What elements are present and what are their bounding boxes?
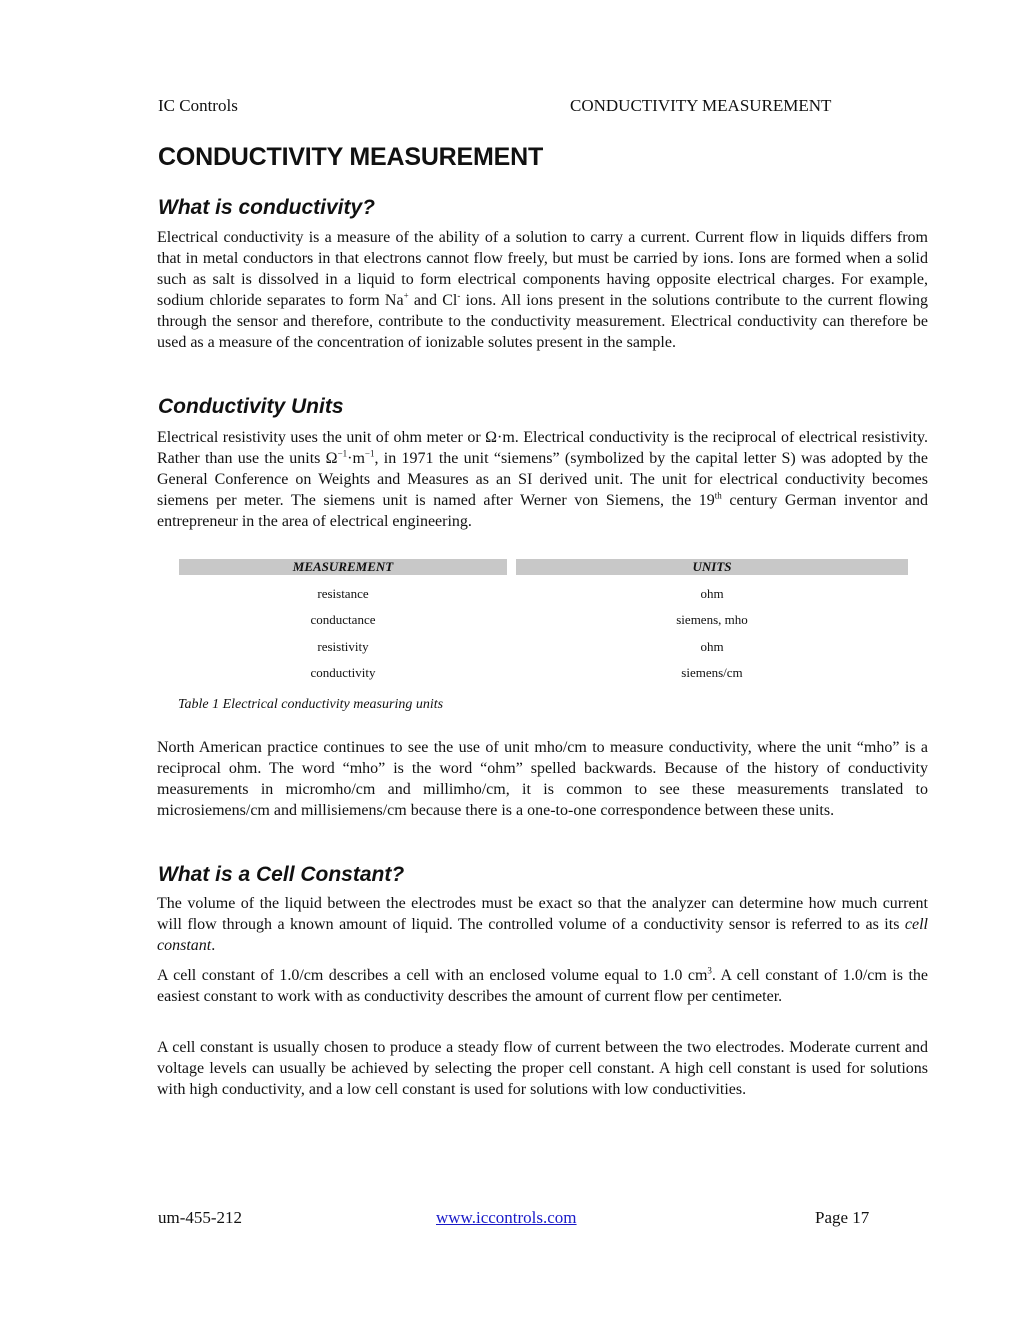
table-header-units: UNITS: [516, 559, 908, 575]
text-run: and Cl: [408, 292, 458, 309]
text-run: Electrical resistivity uses the unit of ohm meter or Ω·m. Electrical conductivity is the reciprocal of electrical resistivity. Rather than use the units Ω: [157, 429, 928, 467]
text-run: .: [211, 937, 216, 954]
text-run: A cell constant of 1.0/cm describes a cell with an enclosed volume equal to 1.0 cm: [157, 967, 708, 984]
running-header-left: IC Controls: [158, 96, 238, 115]
running-header-right: CONDUCTIVITY MEASUREMENT: [570, 96, 832, 115]
text-run: ions. All ions present in the solutions contribute to the current flowing through the sensor and therefore, contribute to the conductivity measurement. Electrical conductivity can therefore be used as a measure of the concentration of ionizable solutes present in the sample.: [157, 292, 929, 351]
footer-page-number: Page 17: [815, 1208, 870, 1227]
text-run: Electrical conductivity is a measure of the ability of a solution to carry a current. Current flow in liquids differs from that in metal conductors in that electrons cannot flow freely, but must be carried by ions. Ions are formed when a solid such as salt is dissolved in a liquid to form electrical components having opposite electrical charges. For example, sodium chloride separates to form Na: [157, 229, 928, 309]
paragraph-cell-constant-2: [157, 965, 928, 1007]
table-cell-measurement: resistivity: [317, 639, 369, 654]
superscript: -: [457, 290, 461, 301]
section-heading-what-is-conductivity: What is conductivity?: [158, 196, 376, 219]
footer-website-link[interactable]: www.iccontrols.com: [436, 1208, 577, 1227]
table-header-measurement: MEASUREMENT: [179, 559, 507, 575]
emphasis-cell-constant: cell constant: [157, 916, 928, 954]
paragraph-cell-constant-1: [157, 893, 928, 956]
table-cell-units: ohm: [700, 586, 724, 601]
superscript: th: [714, 490, 722, 501]
table-cell-measurement: conductivity: [310, 665, 376, 680]
paragraph-north-american-practice: North American practice continues to see the use of unit mho/cm to measure conductivity, where the unit “mho” is a reciprocal ohm. The word “mho” is the word “ohm” spelled backwards. Because of the history of conductivity measurements in micromho/cm and millimho/cm, it is common to see these measurements translated to microsiemens/cm and millisiemens/cm because there is a one-to-one correspondence between these units.: [157, 739, 928, 819]
paragraph-what-is-conductivity: [157, 227, 928, 353]
table-cell-measurement: conductance: [310, 612, 376, 627]
table-caption: Table 1 Electrical conductivity measuring units: [178, 697, 444, 712]
paragraph-cell-constant-3: A cell constant is usually chosen to produce a steady flow of current between the two electrodes. Moderate current and voltage levels can usually be achieved by selecting the proper cell constant. A high cell constant is used for solutions with high conductivity, and a low cell constant is used for solutions with low conductivities.: [157, 1039, 928, 1098]
section-heading-conductivity-units: Conductivity Units: [158, 395, 344, 418]
table-cell-units: siemens, mho: [676, 612, 748, 627]
footer-doc-id: um-455-212: [158, 1208, 243, 1227]
section-heading-cell-constant: What is a Cell Constant?: [158, 863, 405, 886]
table-cell-units: ohm: [700, 639, 724, 654]
superscript: −1: [364, 448, 375, 459]
superscript: +: [403, 290, 409, 301]
text-run: . A cell constant of 1.0/cm is the easiest constant to work with as conductivity describes the amount of current flow per centimeter.: [157, 967, 928, 1005]
superscript: −1: [337, 448, 348, 459]
text-run: , in 1971 the unit “siemens” (symbolized by the capital letter S) was adopted by the General Conference on Weights and Measures as an SI derived unit. The unit for electrical conductivity becomes siemens per meter. The siemens unit is named after Werner von Siemens, the 19: [157, 450, 929, 509]
text-run: century German inventor and entrepreneur in the area of electrical engineering.: [157, 492, 928, 530]
page-title: CONDUCTIVITY MEASUREMENT: [158, 143, 544, 171]
paragraph-conductivity-units: [157, 427, 928, 532]
text-run: The volume of the liquid between the electrodes must be exact so that the analyzer can determine how much current will flow through a known amount of liquid. The controlled volume of a conductivity sensor is referred to as its: [157, 895, 928, 933]
table-cell-measurement: resistance: [317, 586, 369, 601]
superscript: 3: [707, 965, 712, 976]
text-run: ·m: [347, 450, 365, 467]
table-cell-units: siemens/cm: [681, 665, 743, 680]
